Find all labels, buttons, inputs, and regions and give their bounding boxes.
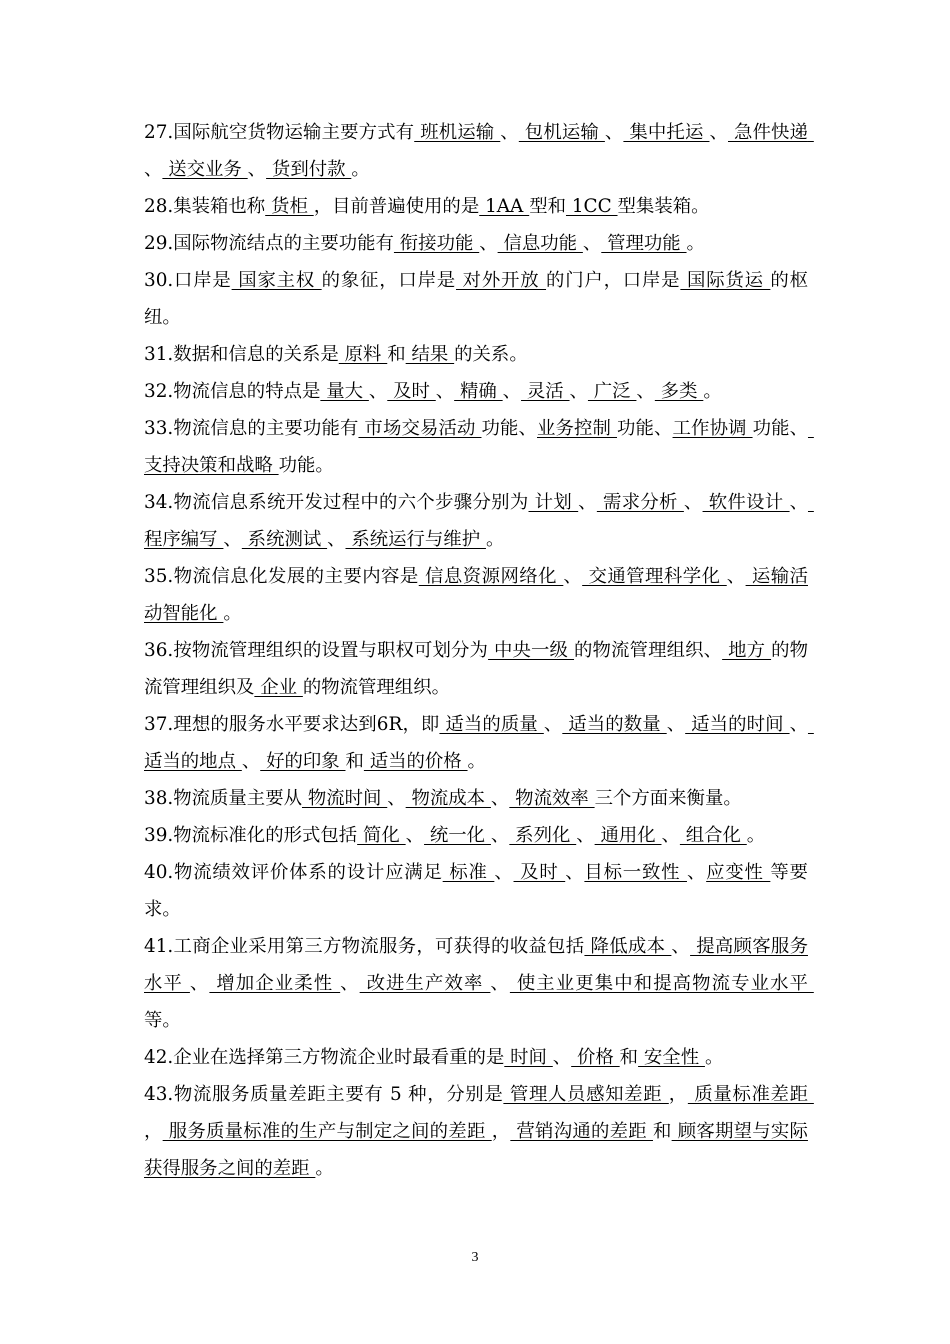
question-q43 [144, 1076, 814, 1187]
question-text: 、 [565, 862, 585, 883]
question-text: 等要求。 [144, 862, 808, 920]
question-text: 、 [726, 566, 746, 587]
question-text: 、 [543, 714, 563, 735]
answer-blank: 精确 [454, 381, 503, 402]
question-text: 、 [604, 122, 624, 143]
question-text: 三个方面来衡量。 [594, 788, 742, 809]
question-q40 [144, 854, 808, 928]
answer-blank: 价格 [571, 1047, 620, 1068]
answer-blank: 国家主权 [231, 270, 322, 291]
question-q31 [144, 336, 808, 373]
question-text: 27.国际航空货物运输主要方式有 [144, 122, 415, 143]
question-text: 。 [467, 751, 486, 772]
question-q39 [144, 817, 808, 854]
question-text: 、 [189, 973, 210, 994]
answer-blank: 适当的数量 [562, 714, 667, 735]
answer-blank: 支持决策和战略 [144, 418, 814, 476]
answer-blank: 计划 [528, 492, 579, 513]
answer-blank: 工作协调 [672, 418, 753, 439]
question-text: 功能。 [278, 455, 334, 476]
answer-blank: 提高顾客服务水平 [144, 936, 808, 994]
answer-blank: 使主业更集中和提高物流专业水平 [509, 973, 814, 994]
question-text: 40.物流绩效评价体系的设计应满足 [144, 862, 443, 883]
answer-blank: 简化 [357, 825, 406, 846]
question-text: 29.国际物流结点的主要功能有 [144, 233, 394, 254]
question-text: 、 [683, 492, 703, 513]
question-text: 、 [435, 381, 455, 402]
answer-blank: 原料 [338, 344, 388, 365]
answer-blank: 及时 [513, 862, 566, 883]
question-text: 功能、 [752, 418, 808, 439]
answer-blank: 顾客期望与实际获得服务之间的差距 [144, 1121, 808, 1179]
question-text: 。 [315, 1158, 334, 1179]
answer-blank: 物流时间 [301, 788, 388, 809]
answer-blank: 好的印象 [260, 751, 346, 772]
answer-blank: 管理人员感知差距 [503, 1084, 669, 1105]
question-text: 、 [500, 122, 519, 143]
answer-blank: 管理功能 [601, 233, 687, 254]
question-text: 31.数据和信息的关系是 [144, 344, 339, 365]
question-text: 、 [661, 825, 680, 846]
question-text: 41.工商企业采用第三方物流服务，可获得的收益包括 [144, 936, 585, 957]
question-text: 、 [789, 714, 808, 735]
question-q42 [144, 1039, 808, 1076]
answer-blank: 应变性 [706, 862, 771, 883]
answer-blank: 组合化 [679, 825, 747, 846]
answer-blank: 适当的时间 [685, 714, 790, 735]
answer-blank: 适当的质量 [439, 714, 544, 735]
answer-blank: 地方 [722, 640, 772, 661]
answer-blank: 1AA [479, 196, 530, 217]
question-text: 、 [247, 159, 267, 180]
question-text: 功能、 [617, 418, 673, 439]
answer-blank: 企业 [254, 677, 303, 698]
question-text: 38.物流质量主要从 [144, 788, 302, 809]
answer-blank: 衔接功能 [393, 233, 480, 254]
question-text: 、 [368, 381, 388, 402]
question-text: ，目前普遍使用的是 [313, 196, 480, 217]
question-text: 、 [490, 788, 510, 809]
question-text: 、 [490, 825, 510, 846]
answer-blank: 急件快递 [728, 122, 814, 143]
question-text: 的枢纽。 [144, 270, 808, 328]
question-text: 。 [351, 159, 370, 180]
question-text: 、 [241, 751, 261, 772]
answer-blank: 通用化 [594, 825, 662, 846]
question-q38 [144, 780, 808, 817]
question-text: 。 [703, 381, 722, 402]
answer-blank: 包机运输 [518, 122, 605, 143]
answer-blank: 物流效率 [509, 788, 595, 809]
question-text: 42.企业在选择第三方物流企业时最看重的是 [144, 1047, 505, 1068]
question-text: 、 [582, 233, 602, 254]
answer-blank: 交通管理科学化 [582, 566, 727, 587]
answer-blank: 灵活 [521, 381, 570, 402]
answer-blank: 国际货运 [680, 270, 771, 291]
question-text: 、 [563, 566, 583, 587]
question-q41 [144, 928, 814, 1039]
question-text: 、 [479, 233, 498, 254]
question-text: 的物流管理组织、 [574, 640, 723, 661]
answer-blank: 对外开放 [455, 270, 547, 291]
question-text: 、 [709, 122, 728, 143]
answer-blank: 目标一致性 [584, 862, 687, 883]
question-text: 、 [686, 862, 707, 883]
question-q30 [144, 262, 808, 336]
question-text: 30.口岸是 [144, 270, 232, 291]
question-text: 、 [490, 973, 510, 994]
question-text: 型和 [529, 196, 566, 217]
answer-blank: 改进生产效率 [359, 973, 491, 994]
question-list [144, 114, 814, 1187]
question-text: 的象征，口岸是 [321, 270, 456, 291]
question-q32 [144, 373, 808, 410]
answer-blank: 统一化 [424, 825, 491, 846]
question-text: ， [144, 1121, 163, 1142]
question-text: 28.集装箱也称 [144, 196, 266, 217]
answer-blank: 信息资源网络化 [418, 566, 564, 587]
question-text: 、 [569, 381, 588, 402]
question-q28 [144, 188, 808, 225]
answer-blank: 标准 [442, 862, 495, 883]
question-text: 、 [789, 492, 808, 513]
answer-blank: 货到付款 [266, 159, 352, 180]
question-text: 、 [494, 862, 514, 883]
question-q27 [144, 114, 814, 188]
question-text: ， [491, 1121, 511, 1142]
question-q34 [144, 484, 814, 558]
question-text: 和 [345, 751, 364, 772]
answer-blank: 质量标准差距 [687, 1084, 814, 1105]
question-text: 的物流管理组织。 [302, 677, 450, 698]
answer-blank: 适当的地点 [144, 714, 814, 772]
question-text: 。 [746, 825, 766, 846]
question-text: 。 [704, 1047, 724, 1068]
question-text: 、 [223, 529, 242, 550]
answer-blank: 时间 [504, 1047, 553, 1068]
answer-blank: 系统测试 [241, 529, 328, 550]
answer-blank: 适当的价格 [363, 751, 468, 772]
question-text: 等。 [144, 1010, 181, 1031]
question-text: 36.按物流管理组织的设置与职权可划分为 [144, 640, 489, 661]
question-text: 、 [666, 714, 686, 735]
page-number: 3 [471, 1250, 479, 1265]
answer-blank: 量大 [320, 381, 369, 402]
answer-blank: 信息功能 [497, 233, 583, 254]
question-text: 34.物流信息系统开发过程中的六个步骤分别为 [144, 492, 529, 513]
answer-blank: 集中托运 [623, 122, 710, 143]
answer-blank: 营销沟通的差距 [510, 1121, 653, 1142]
answer-blank: 软件设计 [702, 492, 790, 513]
question-text: 33.物流信息的主要功能有 [144, 418, 359, 439]
question-text: 、 [552, 1047, 572, 1068]
question-text: 43.物流服务质量差距主要有 5 种，分别是 [144, 1084, 504, 1105]
answer-blank: 班机运输 [414, 122, 501, 143]
answer-blank: 降低成本 [584, 936, 672, 957]
answer-blank: 服务质量标准的生产与制定之间的差距 [162, 1121, 492, 1142]
question-text: 、 [636, 381, 655, 402]
answer-blank: 送交业务 [162, 159, 248, 180]
question-text: 、 [387, 788, 406, 809]
question-text: 、 [327, 529, 346, 550]
question-text: 型集装箱。 [617, 196, 710, 217]
answer-blank: 结果 [405, 344, 455, 365]
answer-blank: 物流成本 [405, 788, 491, 809]
question-text: 、 [576, 825, 595, 846]
question-q37 [144, 706, 814, 780]
answer-blank: 货柜 [265, 196, 314, 217]
answer-blank: 系统运行与维护 [345, 529, 486, 550]
question-text: 功能、 [481, 418, 537, 439]
answer-blank: 安全性 [638, 1047, 705, 1068]
question-text: 和 [652, 1121, 672, 1142]
answer-blank: 多类 [654, 381, 704, 402]
question-text: 和 [619, 1047, 639, 1068]
question-text: 37.理想的服务水平要求达到6R，即 [144, 714, 440, 735]
question-q36 [144, 632, 808, 706]
answer-blank: 需求分析 [596, 492, 684, 513]
answer-blank: 市场交易活动 [358, 418, 482, 439]
question-text: 、 [144, 159, 163, 180]
question-text: 和 [387, 344, 406, 365]
question-text: 、 [340, 973, 360, 994]
question-text: 39.物流标准化的形式包括 [144, 825, 358, 846]
question-text: 的关系。 [454, 344, 528, 365]
question-text: 、 [405, 825, 425, 846]
question-q33 [144, 410, 814, 484]
question-text: 的门户，口岸是 [546, 270, 681, 291]
answer-blank: 广泛 [587, 381, 637, 402]
question-text: 、 [578, 492, 597, 513]
answer-blank: 1CC [565, 196, 618, 217]
answer-blank: 增加企业柔性 [209, 973, 341, 994]
answer-blank: 系列化 [509, 825, 577, 846]
question-text: 、 [671, 936, 691, 957]
answer-blank: 运输活动智能化 [144, 566, 808, 624]
answer-blank: 程序编写 [144, 492, 814, 550]
question-text: ， [668, 1084, 688, 1105]
question-text: 35.物流信息化发展的主要内容是 [144, 566, 419, 587]
question-text: 。 [686, 233, 705, 254]
question-text: 32.物流信息的特点是 [144, 381, 321, 402]
question-q29 [144, 225, 808, 262]
question-text: 。 [223, 603, 242, 624]
answer-blank: 及时 [387, 381, 436, 402]
question-q35 [144, 558, 808, 632]
question-text: 的物流管理组织及 [144, 640, 808, 698]
answer-blank: 中央一级 [488, 640, 575, 661]
question-text: 、 [502, 381, 522, 402]
question-text: 。 [485, 529, 505, 550]
answer-blank: 业务控制 [537, 418, 618, 439]
